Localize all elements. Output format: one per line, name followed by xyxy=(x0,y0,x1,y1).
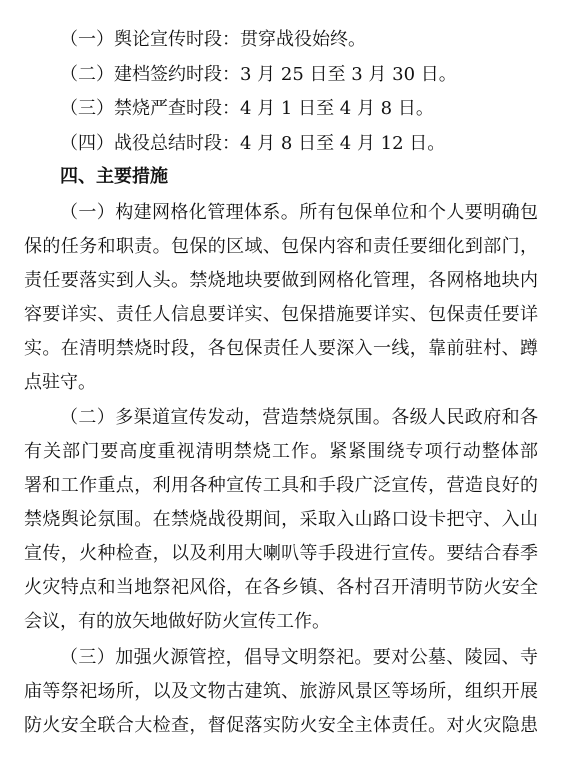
paragraph-1-line-5: 实。在清明禁烧时段，各包保责任人要深入一线，靠前驻村、蹲 xyxy=(24,338,538,359)
paragraph-2-line-2: 有关部门要高度重视清明禁烧工作。紧紧围绕专项行动整体部 xyxy=(24,441,538,462)
paragraph-2-line-3: 署和工作重点，利用各种宣传工具和手段广泛宣传，营造良好的 xyxy=(24,475,538,496)
paragraph-1-line-6: 点驻守。 xyxy=(24,372,96,393)
paragraph-3-line-2: 庙等祭祀场所，以及文物古建筑、旅游风景区等场所，组织开展 xyxy=(24,681,538,702)
schedule-item-3: （三）禁烧严查时段：4 月 1 日至 4 月 8 日。 xyxy=(60,98,434,119)
schedule-item-2: （二）建档签约时段：3 月 25 日至 3 月 30 日。 xyxy=(60,64,457,85)
paragraph-2-line-6: 火灾特点和当地祭祀风俗，在各乡镇、各村召开清明节防火安全 xyxy=(24,577,538,598)
paragraph-3-line-3: 防火安全联合大检查，督促落实防火安全主体责任。对火灾隐患 xyxy=(24,715,538,736)
paragraph-1-line-2: 保的任务和职责。包保的区域、包保内容和责任要细化到部门， xyxy=(24,236,538,257)
paragraph-2-line-4: 禁烧舆论氛围。在禁烧战役期间，采取入山路口设卡把守、入山 xyxy=(24,509,538,530)
paragraph-2-line-1: （二）多渠道宣传发动，营造禁烧氛围。各级人民政府和各 xyxy=(60,407,538,428)
paragraph-2-line-7: 会议，有的放矢地做好防火宣传工作。 xyxy=(24,611,330,632)
section-heading: 四、主要措施 xyxy=(60,166,168,187)
paragraph-1-line-1: （一）构建网格化管理体系。所有包保单位和个人要明确包 xyxy=(60,202,538,223)
paragraph-3-line-1: （三）加强火源管控，倡导文明祭祀。要对公墓、陵园、寺 xyxy=(60,647,538,668)
paragraph-1-line-4: 容要详实、责任人信息要详实、包保措施要详实、包保责任要详 xyxy=(24,304,538,325)
paragraph-1-line-3: 责任要落实到人头。禁烧地块要做到网格化管理，各网格地块内 xyxy=(24,270,538,291)
schedule-item-4: （四）战役总结时段：4 月 8 日至 4 月 12 日。 xyxy=(60,133,446,154)
schedule-item-1: （一）舆论宣传时段：贯穿战役始终。 xyxy=(60,29,366,50)
paragraph-2-line-5: 宣传，火种检查，以及利用大喇叭等手段进行宣传。要结合春季 xyxy=(24,543,538,564)
